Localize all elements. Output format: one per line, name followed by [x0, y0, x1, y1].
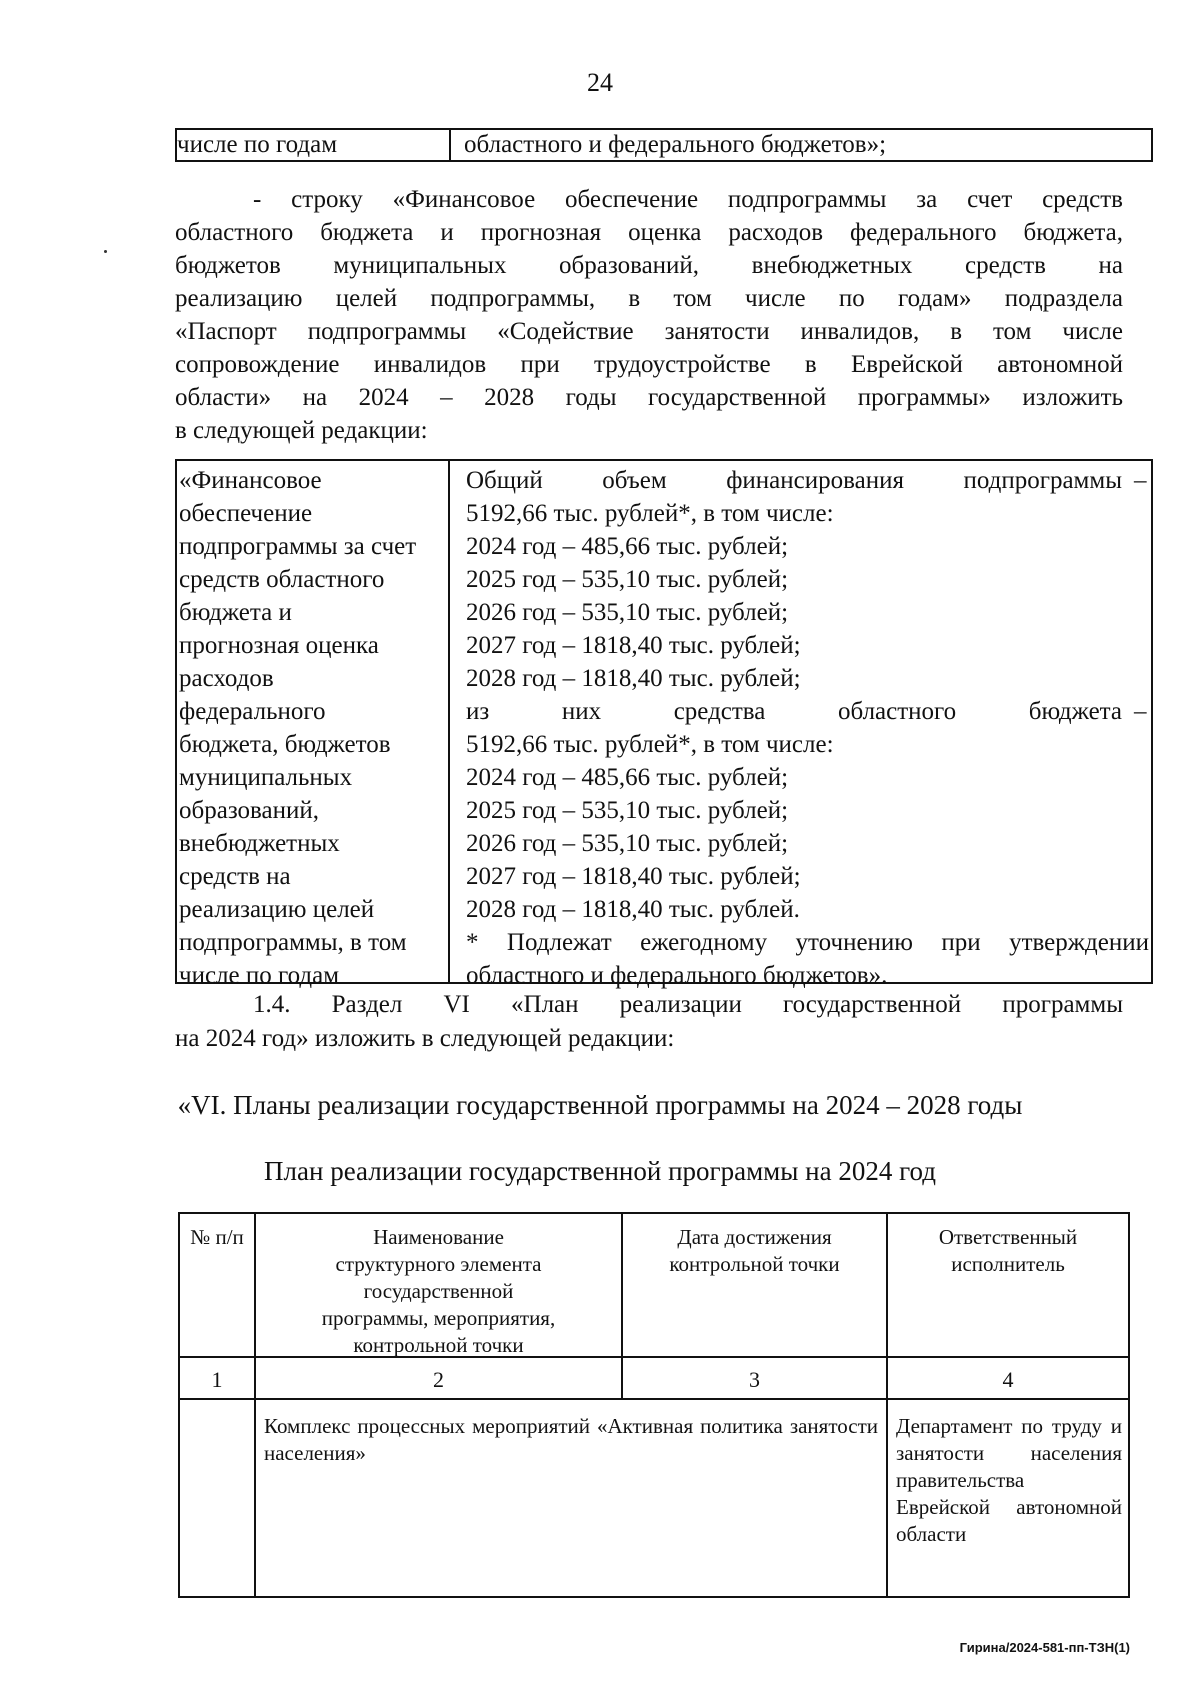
passport-left-line: подпрограммы за счет — [179, 533, 417, 560]
top-table-left-cell: числе по годам — [177, 131, 338, 158]
footer-code: Гирина/2024-581-пп-ТЗН(1) — [959, 1640, 1130, 1655]
passport-right-line: из них средства областного бюджета — [466, 698, 1122, 725]
paragraph-line: области» на 2024 – 2028 годы государственной программы» изложить — [175, 384, 1123, 411]
paragraph-line: - строку «Финансовое обеспечение подпрограммы за счет средств — [253, 186, 1123, 213]
passport-right-line: областного и федерального бюджетов». — [466, 962, 888, 989]
passport-right-line: 2026 год – 535,10 тыс. рублей; — [466, 830, 789, 857]
passport-right-line: 2024 год – 485,66 тыс. рублей; — [466, 764, 789, 791]
passport-left-line: внебюджетных — [179, 830, 340, 857]
passport-right-line: 5192,66 тыс. рублей*, в том числе: — [466, 500, 834, 527]
line-dash: – — [1134, 467, 1147, 494]
paragraph-line: «Паспорт подпрограммы «Содействие занятости инвалидов, в том числе — [175, 318, 1123, 345]
header-executor: Ответственный исполнитель — [938, 1225, 1078, 1276]
passport-right-line: 2027 год – 1818,40 тыс. рублей; — [466, 863, 801, 890]
passport-right-line: 2028 год – 1818,40 тыс. рублей. — [466, 896, 800, 923]
passport-left-line: средств областного — [179, 566, 385, 593]
plan-heading: План реализации государственной программы на 2024 год — [264, 1156, 936, 1186]
passport-right-line: 2025 год – 535,10 тыс. рублей; — [466, 566, 789, 593]
line-dash: – — [1134, 698, 1147, 725]
column-number: 2 — [433, 1367, 444, 1392]
passport-left-line: обеспечение — [179, 500, 313, 527]
plan-table — [178, 1212, 1130, 1598]
top-table-fragment — [175, 128, 1153, 162]
passport-right-line: 2026 год – 535,10 тыс. рублей; — [466, 599, 789, 626]
passport-left-line: реализацию целей — [179, 896, 375, 923]
passport-right-line: 5192,66 тыс. рублей*, в том числе: — [466, 731, 834, 758]
passport-right-line: 2024 год – 485,66 тыс. рублей; — [466, 533, 789, 560]
passport-right-line: * Подлежат ежегодному уточнению при утверждении — [466, 929, 1149, 956]
passport-left-line: бюджета и — [179, 599, 292, 626]
passport-right-line: Общий объем финансирования подпрограммы — [466, 467, 1122, 494]
passport-left-line: средств на — [179, 863, 291, 890]
passport-left-line: федерального — [179, 698, 326, 725]
passport-left-line: образований, — [179, 797, 320, 824]
paragraph-line: сопровождение инвалидов при трудоустройстве в Еврейской автономной — [175, 351, 1123, 378]
passport-table — [175, 459, 1153, 989]
page-number: 24 — [587, 68, 613, 97]
passport-left-line: муниципальных — [179, 764, 353, 791]
paragraph-line: областного бюджета и прогнозная оценка расходов федерального бюджета, — [175, 219, 1123, 246]
passport-left-line: бюджета, бюджетов — [179, 731, 391, 758]
paragraph-line: 1.4. Раздел VI «План реализации государственной программы — [253, 991, 1123, 1018]
stray-mark — [104, 250, 107, 253]
header-name: Наименование структурного элемента государственной программы, мероприятия, контрольной точки — [321, 1225, 556, 1357]
row-structural-element: Комплекс процессных мероприятий «Активная политика занятости населения» — [264, 1414, 878, 1465]
passport-left-line: «Финансовое — [179, 467, 322, 494]
column-number: 4 — [1002, 1367, 1014, 1392]
section-heading: «VI. Планы реализации государственной программы на 2024 – 2028 годы — [177, 1090, 1023, 1120]
paragraph-line: на 2024 год» изложить в следующей редакции: — [175, 1025, 675, 1052]
paragraph-line: реализацию целей подпрограммы, в том числе по годам» подраздела — [175, 285, 1123, 312]
top-table-right-cell: областного и федерального бюджетов»; — [464, 131, 887, 158]
passport-left-line: подпрограммы, в том — [179, 929, 407, 956]
passport-right-line: 2027 год – 1818,40 тыс. рублей; — [466, 632, 801, 659]
column-number: 3 — [749, 1367, 760, 1392]
passport-left-line: числе по годам — [179, 962, 340, 989]
paragraph-line: бюджетов муниципальных образований, внебюджетных средств на — [175, 252, 1123, 279]
passport-right-line: 2028 год – 1818,40 тыс. рублей; — [466, 665, 801, 692]
header-number: № п/п — [190, 1225, 244, 1249]
row-executor: Департамент по труду и занятости населения правительства Еврейской автономной области — [896, 1414, 1122, 1546]
column-number: 1 — [211, 1367, 223, 1392]
passport-right-line: 2025 год – 535,10 тыс. рублей; — [466, 797, 789, 824]
paragraph-line: в следующей редакции: — [175, 417, 428, 444]
passport-left-line: прогнозная оценка — [179, 632, 379, 659]
header-date: Дата достижения контрольной точки — [669, 1225, 840, 1276]
passport-left-line: расходов — [179, 665, 274, 692]
